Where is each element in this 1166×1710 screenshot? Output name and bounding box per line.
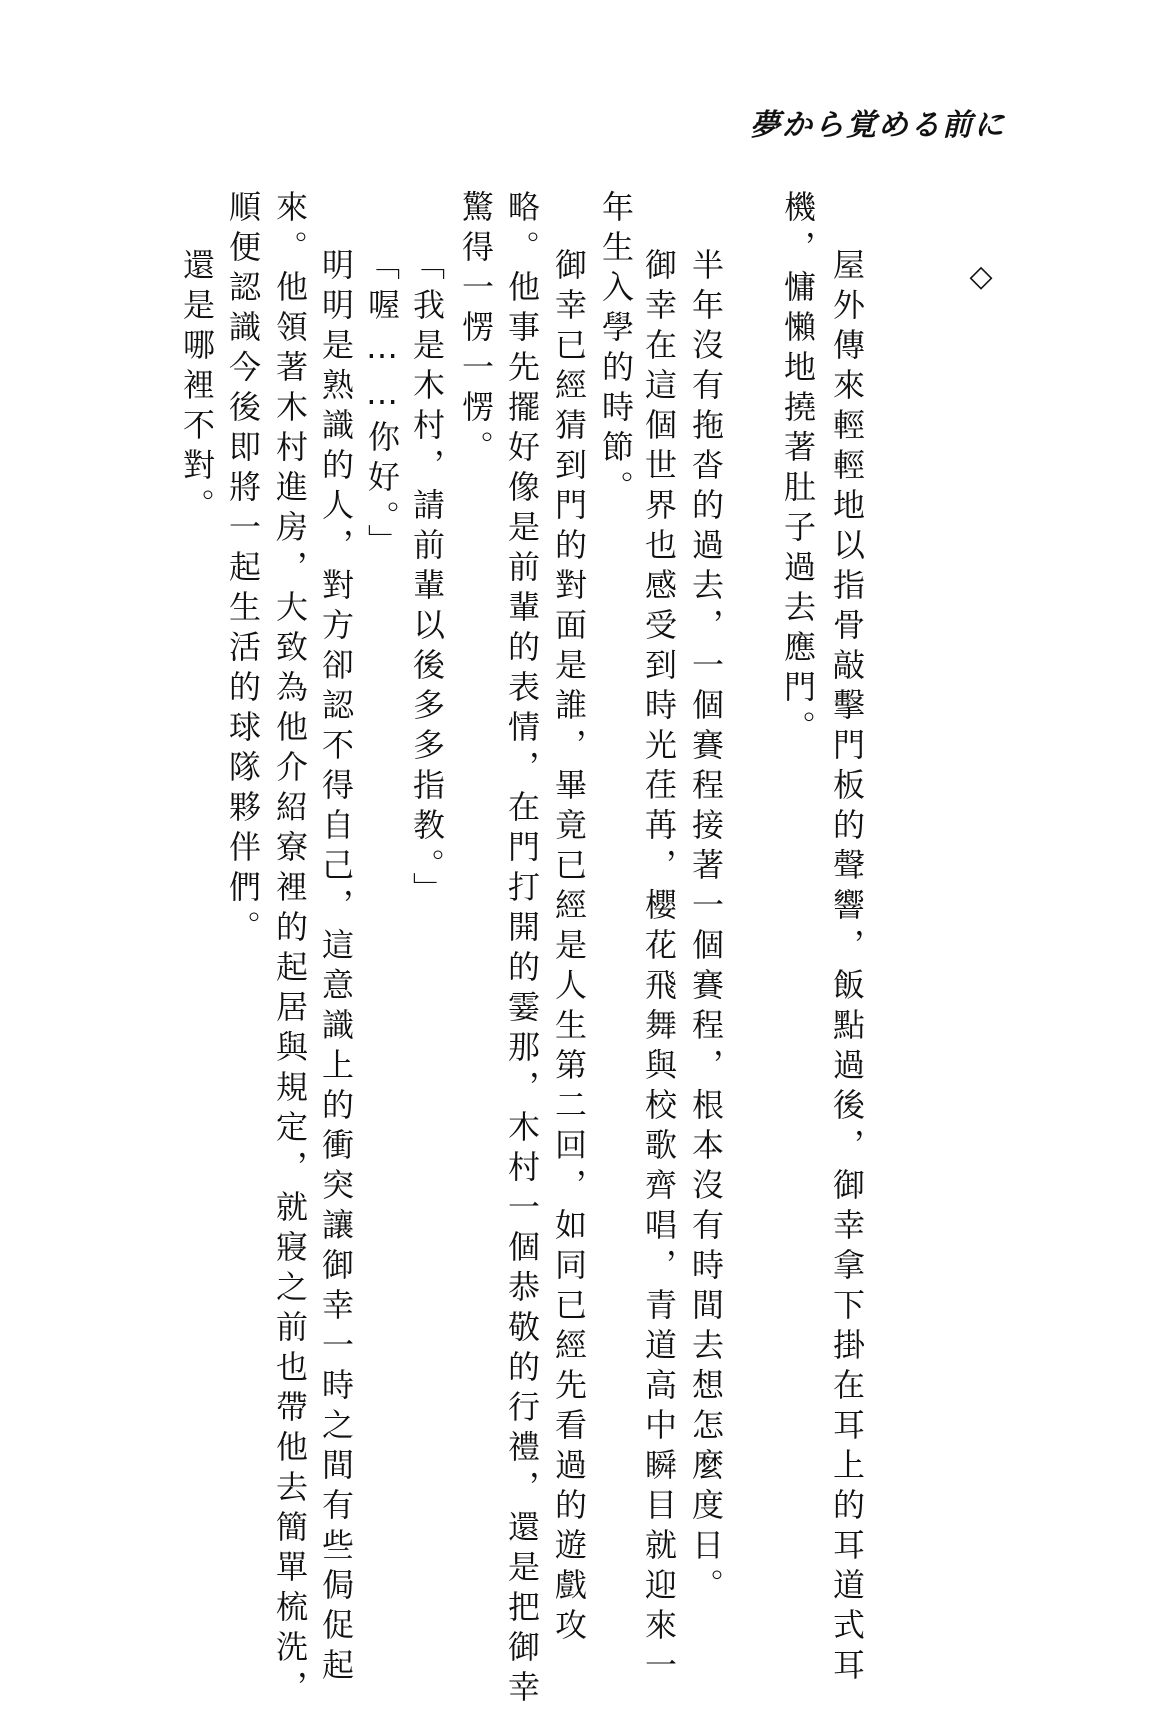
text-column-4: 御幸在這個世界也感受到時光荏苒，櫻花飛舞與校歌齊唱，青道高中瞬目就迎來一 bbox=[640, 248, 678, 1688]
page-title: 夢から覚める前に bbox=[750, 108, 1006, 143]
section-diamond-icon: ◇ bbox=[969, 259, 993, 294]
text-column-5: 年生入學的時節。 bbox=[597, 190, 635, 510]
text-column-8: 驚得一愣一愣。 bbox=[457, 190, 495, 470]
text-column-6: 御幸已經猜到門的對面是誰，畢竟已經是人生第二回，如同已經先看過的遊戲攻 bbox=[550, 248, 588, 1648]
text-column-2: 機，慵懶地撓著肚子過去應門。 bbox=[779, 190, 817, 750]
text-column-12: 來。他領著木村進房，大致為他介紹寮裡的起居與規定，就寢之前也帶他去簡單梳洗， bbox=[271, 190, 309, 1710]
text-column-10: 「喔……你好。」 bbox=[363, 248, 401, 564]
text-column-11: 明明是熟識的人，對方卻認不得自己，這意識上的衝突讓御幸一時之間有些侷促起 bbox=[317, 248, 355, 1688]
text-column-9: 「我是木村，請前輩以後多多指教。」 bbox=[408, 248, 446, 912]
text-column-14: 還是哪裡不對。 bbox=[178, 248, 216, 528]
text-column-1: 屋外傳來輕輕地以指骨敲擊門板的聲響，飯點過後，御幸拿下掛在耳上的耳道式耳 bbox=[828, 248, 866, 1688]
text-column-3: 半年沒有拖沓的過去，一個賽程接著一個賽程，根本沒有時間去想怎麼度日。 bbox=[687, 248, 725, 1608]
text-column-13: 順便認識今後即將一起生活的球隊夥伴們。 bbox=[224, 190, 262, 950]
text-column-7: 略。他事先擺好像是前輩的表情，在門打開的霎那，木村一個恭敬的行禮，還是把御幸 bbox=[503, 190, 541, 1710]
